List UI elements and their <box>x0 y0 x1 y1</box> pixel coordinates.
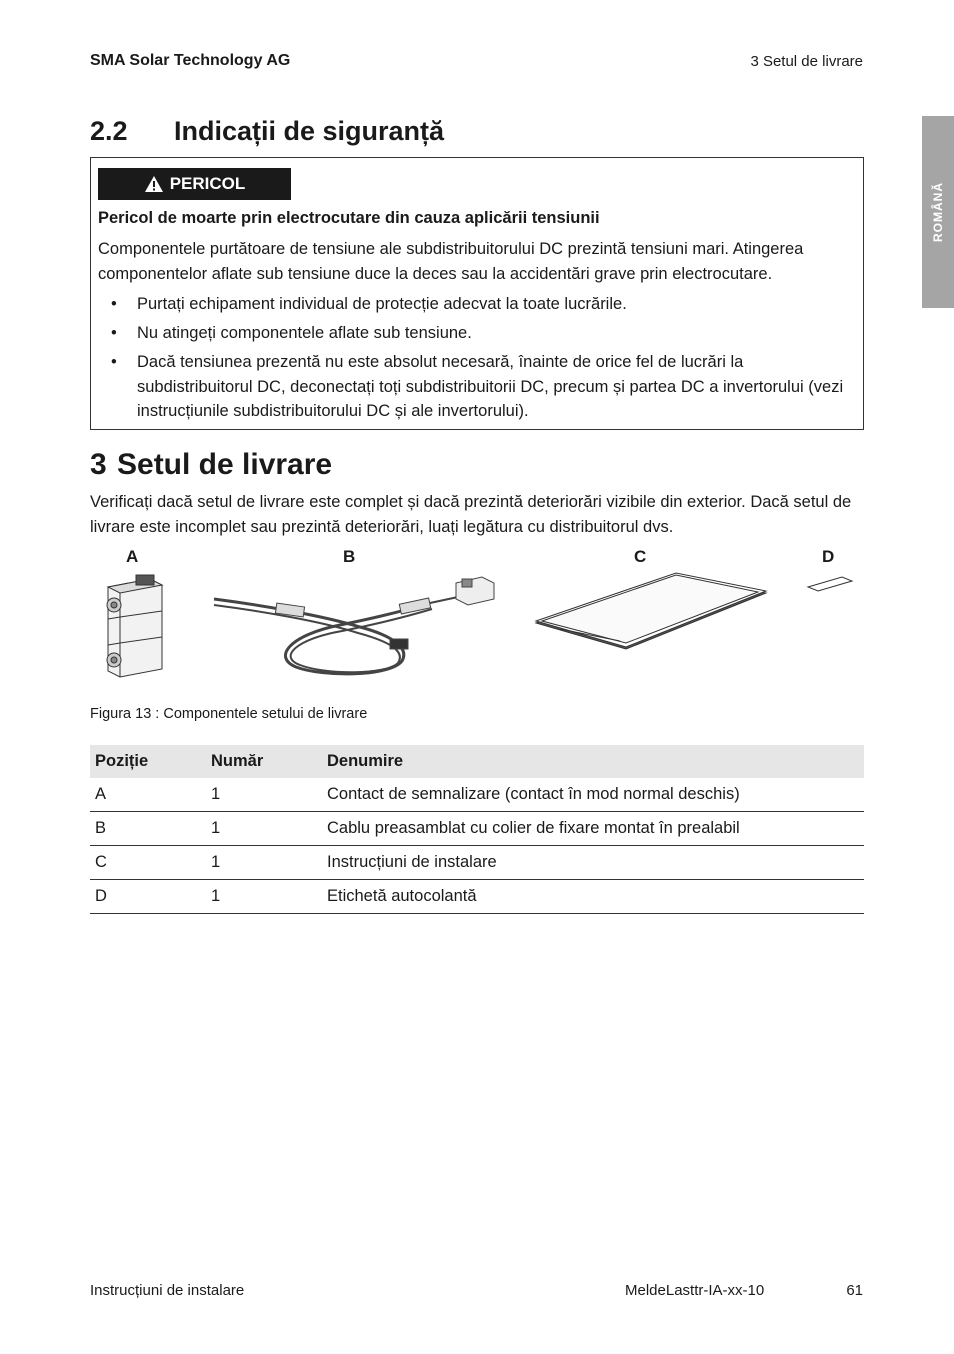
label-illustration <box>808 577 852 591</box>
warning-bullets <box>98 292 858 428</box>
table-cell: 1 <box>206 880 322 914</box>
figure-label-a: A <box>126 547 139 566</box>
page-number: 61 <box>846 1282 863 1299</box>
table-row <box>90 880 864 914</box>
header-company: SMA Solar Technology AG <box>90 52 291 69</box>
table-row <box>90 812 864 846</box>
manual-illustration <box>536 573 766 649</box>
language-tab <box>922 116 954 308</box>
table-cell: Etichetă autocolantă <box>322 880 864 914</box>
section-title: Indicații de siguranță <box>174 116 445 146</box>
language-tab-label: ROMÂNĂ <box>931 182 945 242</box>
figure-label-c: C <box>634 547 647 566</box>
signal-contact-illustration <box>107 575 162 677</box>
table-header-row <box>90 745 864 778</box>
table-cell: A <box>90 778 206 812</box>
figure-caption: Figura 13 : Componentele setului de livrare <box>90 706 368 722</box>
danger-badge <box>98 168 291 200</box>
table-cell: D <box>90 880 206 914</box>
column-header: Număr <box>206 745 322 778</box>
delivery-table <box>90 745 864 914</box>
section-3-heading <box>90 448 332 482</box>
table-cell: 1 <box>206 846 322 880</box>
section-intro: Verificați dacă setul de livrare este complet și dacă prezintă deteriorări vizibile din exterior. Dacă setul de livrare este incomplet sau prezintă deteriorări, luați legătura cu distribuitorul dvs. <box>90 493 852 536</box>
cable-illustration <box>214 577 494 674</box>
warning-bullet: • Nu atingeți componentele aflate sub tensiune. <box>111 324 472 342</box>
column-header: Denumire <box>322 745 864 778</box>
warning-triangle-icon <box>144 175 164 193</box>
table-row <box>90 846 864 880</box>
table-cell: B <box>90 812 206 846</box>
warning-bullet: • Dacă tensiunea prezentă nu este absolut necesară, înainte de orice fel de lucrări la subdistribuitorul DC, deconectați toți subdistribuitorii DC, precum și partea DC a invertorului (vezi instrucțiunile subdistribuitorului DC și ale invertorului). <box>111 353 844 420</box>
footer-doc-code: MeldeLasttr-IA-xx-10 <box>625 1282 765 1299</box>
danger-badge-label: PERICOL <box>169 174 246 193</box>
danger-warning-box <box>90 157 864 430</box>
warning-title: Pericol de moarte prin electrocutare din cauza aplicării tensiunii <box>98 209 600 227</box>
figure-label-b: B <box>343 547 356 566</box>
table-cell: Contact de semnalizare (contact în mod normal deschis) <box>322 778 864 812</box>
warning-bullet: • Purtați echipament individual de protecție adecvat la toate lucrările. <box>111 295 627 313</box>
section-title: Setul de livrare <box>117 448 333 481</box>
footer-doc-title: Instrucțiuni de instalare <box>90 1282 245 1299</box>
warning-body: Componentele purtătoare de tensiune ale subdistribuitorului DC prezintă tensiuni mari. Atingerea componentelor aflate sub tensiune duce la deces sau la accidentări grave prin electrocutare. <box>98 240 804 283</box>
table-cell: 1 <box>206 812 322 846</box>
table-cell: Instrucțiuni de instalare <box>322 846 864 880</box>
column-header: Poziție <box>90 745 206 778</box>
section-2-2-heading <box>90 116 444 147</box>
section-number: 3 <box>90 448 107 481</box>
delivery-components-figure <box>90 565 864 685</box>
table-row <box>90 778 864 812</box>
header-section-ref: 3 Setul de livrare <box>750 53 863 70</box>
section-number: 2.2 <box>90 116 128 146</box>
figure-label-d: D <box>822 547 835 566</box>
table-cell: Cablu preasamblat cu colier de fixare montat în prealabil <box>322 812 864 846</box>
table-cell: C <box>90 846 206 880</box>
table-cell: 1 <box>206 778 322 812</box>
